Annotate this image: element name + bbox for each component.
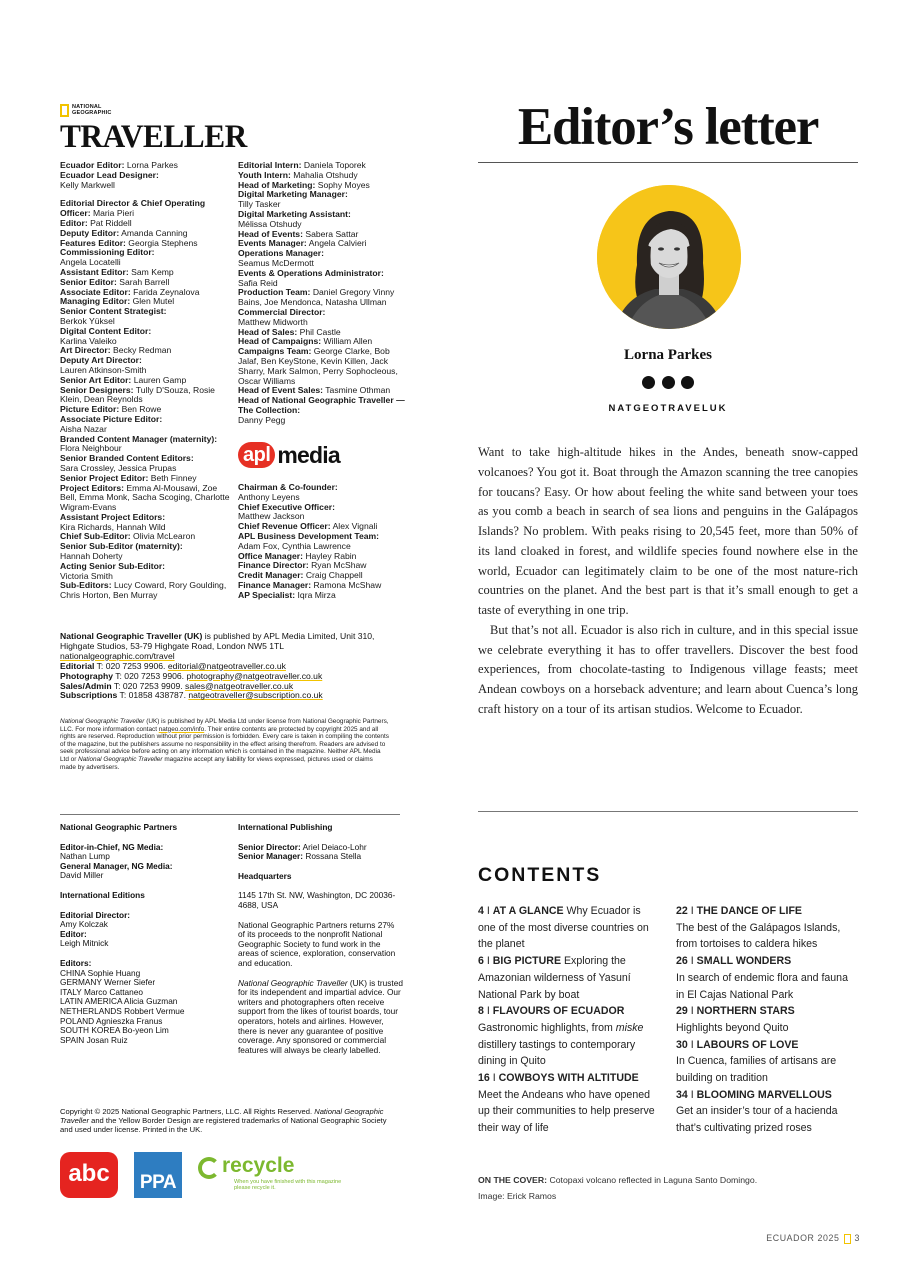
role-label: Finance Director: [238, 560, 309, 571]
trust-note: (UK) is trusted for its independent and impartial advice. Our writers and photographers often receive support from the likes of tourist boards, tour operators, hotels and airlines. However, there is never any guarantee of positive coverage. Any sponsored or commercial features will always be clearly labelled. [238, 977, 403, 1055]
staff-entry [238, 503, 408, 523]
person-name: Berkok Yüksel [60, 315, 115, 326]
person-name: Aisha Nazar [60, 423, 107, 434]
role-label: Editors: [60, 957, 92, 968]
role-label: Associate Picture Editor: [60, 413, 163, 424]
contents-item[interactable] [676, 1037, 856, 1087]
person-name: Angela Locatelli [60, 257, 121, 268]
contents-separator: I [489, 1072, 499, 1085]
person-name: Angela Calvieri [308, 238, 367, 249]
contents-page-number: 26 [676, 955, 688, 968]
contents-entry-title: NORTHERN STARS [696, 1005, 795, 1018]
role-label: Head of Marketing: [238, 179, 316, 190]
contents-page-number: 22 [676, 905, 688, 917]
contents-item[interactable] [676, 903, 856, 953]
intl-editor: GERMANY Werner Siefer [60, 977, 156, 988]
publisher-address: is published by APL Media Limited, Unit 310, Highgate Studios, 53-79 Highgate Road, London NW5 1TL [60, 631, 375, 651]
editor-portrait [597, 185, 741, 329]
staff-entry [238, 249, 408, 269]
copyright-em: National Geographic Traveller [60, 1107, 384, 1125]
apl-media-logo [238, 442, 358, 472]
contact-label: Sales/Admin [60, 680, 112, 691]
cover-text: Cotopaxi volcano reflected in Laguna Santo Domingo. Image: Erick Ramos [478, 1175, 758, 1201]
staff-entry [238, 190, 408, 210]
publishing-heading: International Publishing [238, 822, 333, 832]
contents-separator: I [687, 905, 697, 917]
person-name: Kira Richards, Hannah Wild [60, 521, 166, 532]
role-label: Senior Director: [238, 841, 301, 852]
person-name: William Allen [323, 336, 373, 347]
staff-entry [238, 288, 408, 308]
yellow-border-icon [844, 1234, 851, 1244]
contents-separator: I [687, 955, 697, 968]
recycle-word: recycle [222, 1154, 295, 1177]
role-label: Editor: [60, 928, 87, 939]
person-name: Pat Riddell [90, 217, 132, 228]
staff-entry [238, 210, 408, 230]
staff-entry [60, 356, 232, 376]
contents-page-number: 16 [478, 1072, 490, 1085]
staff-entry [60, 199, 232, 219]
role-label: Ecuador Lead Designer: [60, 169, 159, 180]
contents-separator: I [483, 905, 493, 917]
contents-page-number: 6 [478, 955, 484, 968]
recycle-logo [198, 1154, 348, 1200]
role-label: Editor: [60, 217, 88, 228]
staff-list-left [60, 161, 232, 601]
staff-entry [60, 542, 232, 562]
person-name: Lorna Parkes [126, 160, 178, 170]
role-label: Chairman & Co-founder: [238, 482, 338, 492]
divider [60, 814, 400, 815]
contact-email[interactable]: editorial@natgeotraveller.co.uk [167, 660, 286, 671]
intl-editor: ITALY Marco Cattaneo [60, 986, 144, 997]
role-label: Senior Branded Content Editors: [60, 453, 194, 464]
person-name: Ramona McShaw [313, 579, 382, 590]
person-name: Mahalia Otshudy [293, 169, 358, 180]
person-name: Matthew Midworth [238, 316, 308, 327]
role-label: Commissioning Editor: [60, 247, 155, 258]
role-label: Deputy Art Director: [60, 355, 142, 366]
copyright-text-2: and the Yellow Border Design are registered trademarks of National Geographic Society and used under license. Printed in the UK. [60, 1116, 387, 1134]
person-name: Becky Redman [113, 345, 172, 356]
staff-entry [60, 307, 232, 327]
role-label: Editorial Director: [60, 909, 131, 920]
recycle-subtext: When you have finished with this magazine please recycle it. [234, 1178, 342, 1192]
contents-item[interactable] [478, 1070, 658, 1137]
contact-phone: T: 01858 438787. [117, 690, 189, 701]
role-label: Senior Content Strategist: [60, 306, 167, 317]
contact-line [60, 691, 400, 701]
contents-item[interactable] [676, 1003, 856, 1036]
editor-photo-illustration [597, 185, 741, 329]
person-name: Lauren Gamp [133, 374, 187, 385]
role-label: Picture Editor: [60, 404, 120, 415]
role-label: Sub-Editors: [60, 580, 112, 591]
facebook-icon[interactable] [662, 376, 675, 389]
person-name: Craig Chappell [305, 570, 363, 581]
staff-list-right [238, 161, 408, 426]
contents-entry-title: THE DANCE OF LIFE [696, 905, 802, 917]
person-name: Adam Fox, Cynthia Lawrence [238, 540, 351, 551]
contents-entry-title: COWBOYS WITH ALTITUDE [498, 1072, 639, 1085]
role-label: Senior Project Editor: [60, 472, 149, 483]
legal-notice [60, 718, 390, 771]
role-label: Head of National Geographic Traveller — The Collection: [238, 395, 405, 415]
person-name: Ben Rowe [121, 404, 162, 415]
person-name: Sam Kemp [131, 266, 174, 277]
intl-editor: LATIN AMERICA Alicia Guzman [60, 996, 178, 1007]
person-name: Ariel Deiaco-Lohr [302, 841, 367, 852]
contents-entry-desc: Meet the Andeans who have opened up their communities to help preserve their way of life [478, 1088, 655, 1135]
staff-entry [60, 386, 232, 406]
issue-label: ECUADOR 2025 [766, 1233, 840, 1243]
contact-phone: T: 020 7253 9909. [111, 680, 186, 691]
hq-heading: Headquarters [238, 870, 292, 881]
page-footer [700, 1233, 860, 1244]
role-label: Chief Executive Officer: [238, 501, 335, 512]
contents-entry-desc: The best of the Galápagos Islands, from tortoises to caldera hikes [676, 921, 841, 951]
ng-partners-right [238, 823, 403, 1055]
person-name: Lauren Atkinson-Smith [60, 364, 147, 375]
person-name: Sophy Moyes [317, 179, 370, 190]
title-underline [478, 162, 858, 163]
editor-name: Lorna Parkes [624, 347, 712, 363]
role-label: Assistant Project Editors: [60, 511, 166, 522]
role-label: Art Director: [60, 345, 111, 356]
role-label: Branded Content Manager (maternity): [60, 433, 218, 444]
role-label: Events Manager: [238, 238, 307, 249]
person-name: Lucy Coward, Rory Goulding, Chris Horton, Ben Murray [60, 580, 227, 601]
role-label: General Manager, NG Media: [60, 860, 173, 871]
apl-staff-list [238, 483, 408, 601]
intl-editor: POLAND Agnieszka Franus [60, 1015, 163, 1026]
person-name: Maria Pieri [92, 208, 135, 219]
person-name: Daniela Toporek [303, 160, 366, 170]
role-label: Ecuador Editor: [60, 160, 125, 170]
intl-editor: NETHERLANDS Robbert Vermue [60, 1005, 185, 1016]
contents-entry-desc: Why Ecuador is one of the most diverse countries on the planet [478, 905, 649, 951]
contents-item[interactable] [676, 953, 856, 1003]
role-label: Credit Manager: [238, 570, 304, 581]
ng-traveller-logo [60, 104, 247, 155]
role-label: Editorial Intern: [238, 160, 302, 170]
contents-separator: I [483, 1005, 493, 1018]
staff-entry [60, 415, 232, 435]
cover-credit [478, 1172, 778, 1204]
contents-entry-desc: In search of endemic flora and fauna in El Cajas National Park [676, 971, 848, 1001]
contents-list-left [478, 903, 658, 1137]
contents-item[interactable] [478, 953, 658, 1003]
role-label: AP Specialist: [238, 589, 296, 600]
staff-entry [60, 327, 232, 347]
person-name: Rossana Stella [305, 851, 362, 862]
logo-small-text: NATIONAL GEOGRAPHIC [72, 104, 112, 116]
role-label: Senior Sub-Editor (maternity): [60, 541, 183, 552]
copyright-text-1: Copyright © 2025 National Geographic Partners, LLC. All Rights Reserved. [60, 1107, 315, 1116]
role-label: Senior Editor: [60, 276, 117, 287]
legal-text-2: . Their entire contents are protected by copyright 2025 and all rights are reserved. Reproduction without prior permission is forbidden. Every care is taken in compiling the contents of the magazine, but the publishers assume no responsibility in the effect arising therefrom. Readers are advised to seek professional advice before acting on any information which is contained in the magazine. Neither APL Media Ltd or [60, 725, 389, 763]
contents-page-number: 4 [478, 905, 484, 917]
contents-item[interactable] [478, 903, 658, 953]
pinterest-icon[interactable] [681, 376, 694, 389]
letter-paragraph: Want to take high-altitude hikes in the Andes, beneath snow-capped volcanoes? You got it. Boat through the Amazon scanning the tree canopies for toucans? Easy. Or how about feeling the white sand between your toes as you comb a beach in search of sea lions and penguins in the Galápagos Islands? No problem. With peaks rising to 20,545 feet, more than 50% of its land cloaked in forest, and wildlife species found nowhere else in the world, Ecuador can legitimately claim to be one of the most nature-rich countries on the planet. And the best part is that it’s small enough to get a taste of everything in one trip. [478, 445, 858, 617]
person-name: Sara Crossley, Jessica Prupas [60, 462, 177, 473]
role-label: Senior Manager: [238, 851, 304, 862]
staff-entry [238, 269, 408, 289]
apl-logo-word: media [277, 442, 340, 468]
publisher-info [60, 632, 400, 701]
role-label: Features Editor: [60, 237, 126, 248]
letter-paragraph: But that’s not all. Ecuador is also rich in culture, and in this special issue we celebrate everything it has to offer travellers. Discover the best food experiences, from chocolate-tasting to Indigenous village feasts; meet Andean cowboys on a horseback adventure; and learn about Cuenca’s long craft history on a tour of its artisan studios. Welcome to Ecuador. [478, 622, 858, 716]
staff-entry [238, 532, 408, 552]
role-label: Assistant Editor: [60, 266, 129, 277]
person-name: Karlina Valeiko [60, 335, 117, 346]
contact-email[interactable]: photography@natgeotraveller.co.uk [186, 670, 323, 681]
staff-entry [238, 396, 408, 425]
person-name: Mélissa Otshudy [238, 218, 302, 229]
person-name: Phil Castle [299, 326, 341, 337]
staff-entry [60, 435, 232, 455]
role-label: Digital Marketing Assistant: [238, 208, 351, 219]
role-label: Editor-in-Chief, NG Media: [60, 841, 164, 852]
contact-list [60, 662, 400, 702]
contact-email[interactable]: sales@natgeotraveller.co.uk [185, 680, 294, 691]
person-name: Iqra Mirza [297, 589, 336, 600]
yellow-border-icon [60, 104, 69, 117]
partners-heading: National Geographic Partners [60, 822, 178, 832]
role-label: Deputy Editor: [60, 227, 120, 238]
contact-email[interactable]: natgeotraveller@subscription.co.uk [188, 690, 323, 701]
role-label: Head of Event Sales: [238, 385, 324, 396]
staff-entry [60, 454, 232, 474]
intl-editor: SOUTH KOREA Bo-yeon Lim [60, 1025, 169, 1036]
logo-title: TRAVELLER [60, 119, 247, 155]
person-name: Farida Zeynalova [133, 286, 200, 297]
instagram-icon[interactable] [642, 376, 655, 389]
contents-entry-title: BLOOMING MARVELLOUS [696, 1088, 832, 1101]
staff-entry [60, 248, 232, 268]
contents-page-number: 30 [676, 1038, 688, 1051]
role-label: Commercial Director: [238, 306, 326, 317]
staff-entry [60, 484, 232, 513]
staff-entry [238, 308, 408, 328]
person-name: Seamus McDermott [238, 257, 314, 268]
staff-entry [238, 483, 408, 503]
legal-link[interactable]: natgeo.com/info [158, 725, 205, 733]
person-name: Kelly Markwell [60, 179, 115, 190]
role-label: Senior Art Editor: [60, 374, 132, 385]
legal-em-2: National Geographic Traveller [78, 755, 163, 763]
intl-editor: SPAIN Josan Ruiz [60, 1034, 128, 1045]
contact-label: Subscriptions [60, 690, 118, 701]
contents-entry-desc: Exploring the Amazonian wilderness of Yasuní National Park by boat [478, 955, 631, 1001]
ppa-logo: PPA [134, 1152, 182, 1198]
person-name: Leigh Mitnick [60, 938, 109, 949]
society-note: National Geographic Partners returns 27% of its proceeds to the nonprofit National Geographic Society to fund work in the areas of science, exploration, conservation and education. [238, 919, 396, 968]
contents-separator: I [687, 1005, 697, 1018]
role-label: Campaigns Team: [238, 346, 312, 357]
apl-logo-pill: apl [238, 442, 275, 468]
role-label: Editorial Director & Chief Operating Officer: [60, 198, 206, 219]
role-label: Managing Editor: [60, 296, 131, 307]
role-label: Digital Content Editor: [60, 325, 152, 336]
contents-page-number: 8 [478, 1005, 484, 1018]
staff-entry [238, 347, 408, 386]
ng-partners-left [60, 823, 230, 1045]
intl-editor: CHINA Sophie Huang [60, 967, 141, 978]
person-name: Nathan Lump [60, 851, 110, 862]
staff-entry [60, 581, 232, 601]
person-name: Alex Vignali [332, 521, 378, 532]
person-name: Amanda Canning [121, 227, 188, 238]
role-label: Chief Revenue Officer: [238, 521, 331, 532]
person-name: George Clarke, Bob Jalaf, Ben KeyStone, Kevin Killen, Jack Sharry, Mark Salmon, Perry Sophocleous, Oscar Williams [238, 346, 398, 386]
person-name: Georgia Stephens [128, 237, 198, 248]
person-name: Tully D'Souza, Rosie Klein, Dean Reynolds [60, 384, 215, 405]
person-name: Ryan McShaw [311, 560, 367, 571]
person-name: David Miller [60, 870, 104, 881]
letter-body [478, 443, 858, 720]
contact-label: Photography [60, 670, 113, 681]
hq-address: 1145 17th St. NW, Washington, DC 20036-4688, USA [238, 890, 396, 910]
person-name: Emma Al-Mousawi, Zoe Bell, Emma Monk, Sacha Scoging, Charlotte Wigram-Evans [60, 482, 230, 513]
person-name: Sarah Barrell [119, 276, 170, 287]
contents-entry-desc: In Cuenca, families of artisans are building on tradition [676, 1055, 837, 1085]
contents-entry-title: LABOURS OF LOVE [696, 1038, 799, 1051]
role-label: Chief Sub-Editor: [60, 531, 131, 542]
contents-entry-em: miske [615, 1021, 644, 1034]
contents-entry-title: FLAVOURS OF ECUADOR [492, 1005, 625, 1018]
intl-editors-list [60, 969, 230, 1046]
person-name: Tilly Tasker [238, 199, 281, 210]
person-name: Flora Neighbour [60, 443, 122, 454]
person-name: Danny Pegg [238, 414, 286, 425]
role-label: Operations Manager: [238, 248, 324, 259]
person-name: Olivia McLearon [133, 531, 196, 542]
contents-separator: I [687, 1088, 697, 1101]
divider [478, 811, 858, 812]
contents-item[interactable] [478, 1003, 658, 1070]
contents-separator: I [483, 955, 493, 968]
person-name: Amy Kolczak [60, 919, 108, 930]
person-name: Safia Reid [238, 277, 278, 288]
person-name: Daniel Gregory Vinny Bains, Joe Mendonca, Natasha Ullman [238, 287, 395, 308]
role-label: Head of Sales: [238, 326, 298, 337]
staff-entry [238, 591, 408, 601]
person-name: Victoria Smith [60, 570, 113, 581]
contact-phone: T: 020 7253 9906. [94, 660, 168, 671]
person-name: Glen Mutel [132, 296, 175, 307]
contact-phone: T: 020 7253 9906. [113, 670, 187, 681]
page-number: 3 [854, 1233, 860, 1243]
contents-entry-title: SMALL WONDERS [696, 955, 792, 968]
social-icons [478, 374, 858, 392]
role-label: Youth Intern: [238, 169, 291, 180]
contents-page-number: 29 [676, 1005, 688, 1018]
legal-text-3: magazine accept any liability for views expressed, pictures used or claims made by advertisers. [60, 755, 373, 771]
person-name: Hannah Doherty [60, 551, 123, 562]
publisher-name: National Geographic Traveller (UK) [60, 631, 203, 641]
person-name: Beth Finney [150, 472, 197, 483]
person-name: Tasmine Othman [325, 385, 391, 396]
role-label: Digital Marketing Manager: [238, 189, 348, 200]
role-label: Head of Events: [238, 228, 303, 239]
contents-item[interactable] [676, 1087, 856, 1137]
contents-separator: I [687, 1038, 697, 1051]
contact-label: Editorial [60, 660, 95, 671]
role-label: Head of Campaigns: [238, 336, 322, 347]
staff-entry [60, 171, 232, 191]
page-title: Editor’s letter [517, 98, 819, 156]
person-name: Hayley Rabin [305, 550, 357, 561]
intl-heading: International Editions [60, 889, 145, 900]
contents-entry-title: AT A GLANCE [492, 905, 564, 917]
contents-page-number: 34 [676, 1088, 688, 1101]
copyright-notice [60, 1107, 400, 1134]
staff-entry [60, 513, 232, 533]
staff-entry [60, 562, 232, 582]
person-name: Sabera Sattar [305, 228, 359, 239]
contents-entry-desc: Highlights beyond Quito [676, 1021, 789, 1034]
role-label: Associate Editor: [60, 286, 131, 297]
trust-em: National Geographic Traveller [238, 977, 348, 988]
contents-list-right [676, 903, 856, 1137]
role-label: APL Business Development Team: [238, 530, 380, 541]
person-name: Matthew Jackson [238, 511, 305, 522]
cover-label: ON THE COVER: [478, 1175, 548, 1185]
contents-entry-title: BIG PICTURE [492, 955, 562, 968]
contents-entry-desc: Gastronomic highlights, from [478, 1021, 616, 1034]
legal-text-1: (UK) is published by APL Media Ltd under license from National Geographic Partners, LLC. For more information contact [60, 718, 389, 733]
social-handle: NATGEOTRAVELUK [608, 403, 728, 414]
role-label: Acting Senior Sub-Editor: [60, 560, 166, 571]
legal-em-1: National Geographic Traveller [60, 718, 145, 725]
role-label: Production Team: [238, 287, 311, 298]
role-label: Senior Designers: [60, 384, 134, 395]
abc-logo: abc [60, 1152, 118, 1198]
contents-heading: CONTENTS [478, 864, 602, 886]
role-label: Events & Operations Administrator: [238, 267, 384, 278]
role-label: Office Manager: [238, 550, 303, 561]
recycle-icon [198, 1157, 220, 1179]
contents-entry-desc: distillery tastings to contemporary dining in Quito [478, 1038, 636, 1068]
website-link[interactable]: nationalgeographic.com/travel [60, 650, 175, 661]
role-label: Finance Manager: [238, 579, 312, 590]
person-name: Anthony Leyens [238, 491, 300, 502]
contents-entry-desc: Get an insider’s tour of a hacienda that’s cultivating prized roses [676, 1105, 838, 1135]
role-label: Project Editors: [60, 482, 124, 493]
